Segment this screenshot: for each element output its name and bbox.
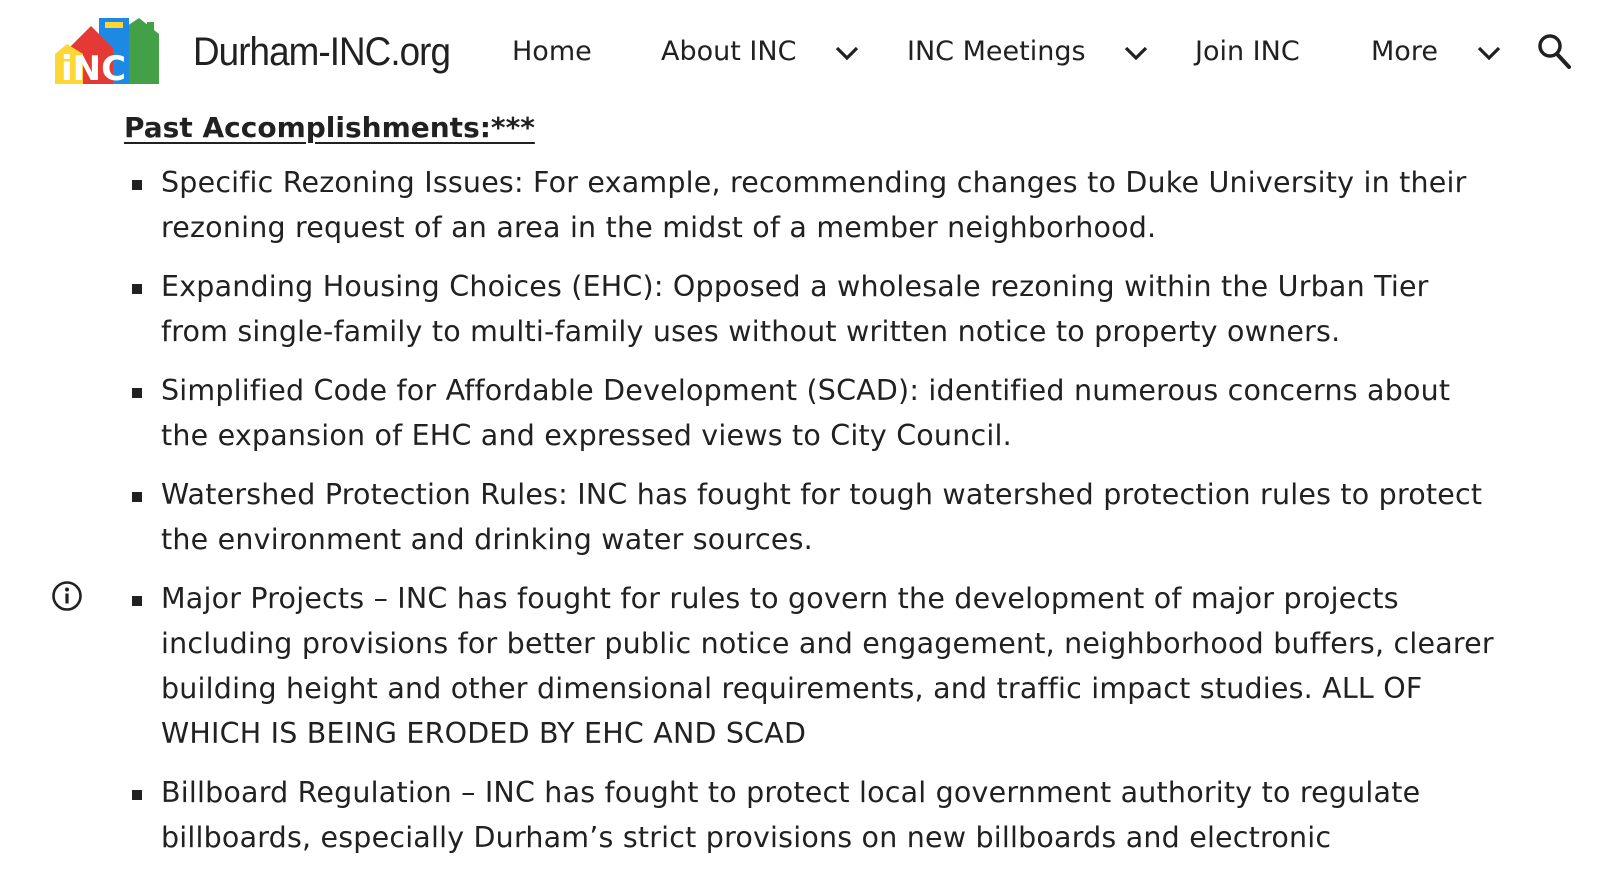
chevron-down-icon[interactable] <box>835 46 859 60</box>
bullet-icon <box>132 284 142 294</box>
list-item-text: Watershed Protection Rules: INC has fought for tough watershed protection rules to protect the environment and drinking water sources. <box>161 478 1483 556</box>
bullet-icon <box>132 180 142 190</box>
bullet-icon <box>132 596 142 606</box>
list-item <box>0 770 1501 860</box>
nav-inc-meetings[interactable]: INC Meetings <box>907 36 1086 67</box>
search-icon[interactable] <box>1537 33 1571 69</box>
bullet-icon <box>132 492 142 502</box>
site-title[interactable]: Durham-INC.org <box>193 30 451 74</box>
bullet-icon <box>132 790 142 800</box>
list-item-text: Billboard Regulation – INC has fought to protect local government authority to regulate billboards, especially Durham’s strict provisions on new billboards and electronic <box>161 776 1421 854</box>
site-header <box>0 0 1600 104</box>
list-item <box>0 264 1501 354</box>
nav-join-inc[interactable]: Join INC <box>1195 36 1300 67</box>
list-item-text: Specific Rezoning Issues: For example, recommending changes to Duke University in their rezoning request of an area in the midst of a member neighborhood. <box>161 166 1467 244</box>
list-item <box>0 368 1501 458</box>
chevron-down-icon[interactable] <box>1124 46 1148 60</box>
list-item-text: Expanding Housing Choices (EHC): Opposed a wholesale rezoning within the Urban Tier from single-family to multi-family uses without written notice to property owners. <box>161 270 1429 348</box>
nav-home[interactable]: Home <box>512 36 592 67</box>
logo-text: iNC <box>61 49 127 89</box>
list-item <box>0 576 1501 756</box>
bullet-icon <box>132 388 142 398</box>
list-item <box>0 472 1501 562</box>
list-item-text: Simplified Code for Affordable Development (SCAD): identified numerous concerns about the expansion of EHC and expressed views to City Council. <box>161 374 1451 452</box>
section-heading: Past Accomplishments:*** <box>124 111 535 144</box>
nav-more[interactable]: More <box>1371 36 1438 67</box>
list-item-text: Major Projects – INC has fought for rules to govern the development of major projects including provisions for better public notice and engagement, neighborhood buffers, clearer building height and other dimensional requirements, and traffic impact studies. ALL OF WHICH IS BEING ERODED BY EHC AND SCAD <box>161 582 1494 750</box>
accomplishments-list <box>0 160 1600 874</box>
site-logo[interactable] <box>55 14 161 90</box>
chevron-down-icon[interactable] <box>1477 46 1501 60</box>
list-item <box>0 160 1501 250</box>
info-icon[interactable] <box>51 580 83 612</box>
nav-about-inc[interactable]: About INC <box>661 36 797 67</box>
